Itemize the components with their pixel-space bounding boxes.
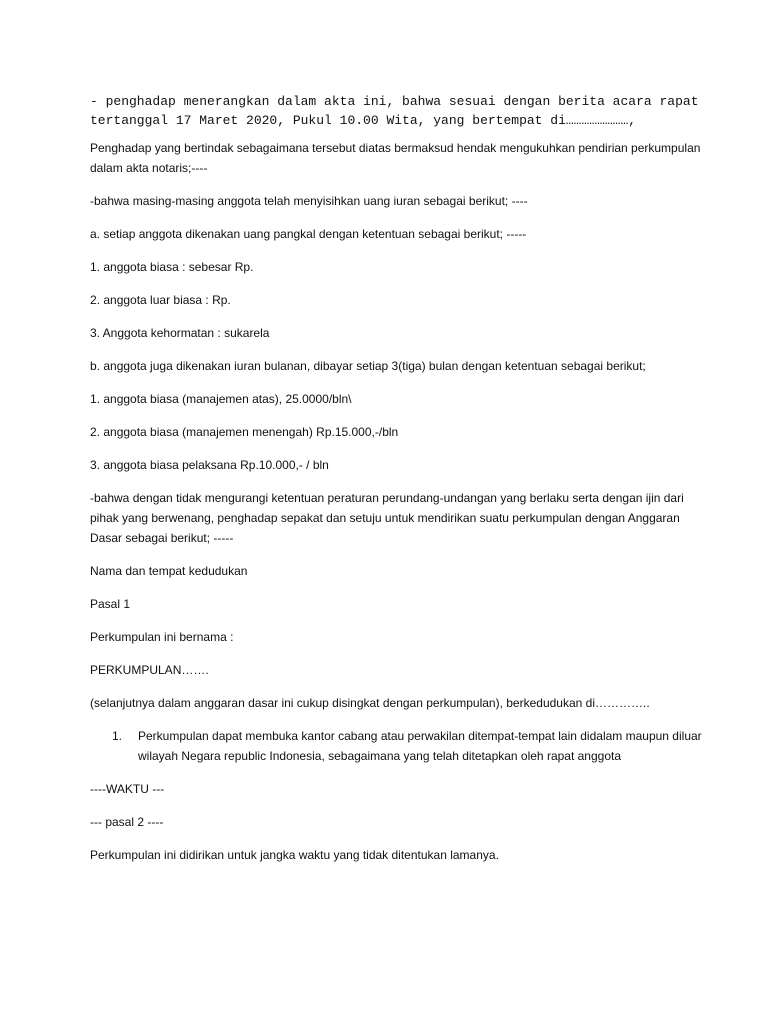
- list-item-text: Perkumpulan dapat membuka kantor cabang atau perwakilan ditempat-tempat lain didalam maupun diluar wilayah Negara republic Indonesia, sebagaimana yang telah ditetapkan oleh rapat anggota: [138, 729, 702, 763]
- paragraph-jangka-waktu: Perkumpulan ini didirikan untuk jangka waktu yang tidak ditentukan lamanya.: [90, 848, 499, 862]
- paragraph-bernama: Perkumpulan ini bernama :: [90, 630, 234, 644]
- paragraph-iuran-intro: -bahwa masing-masing anggota telah menyisihkan uang iuran sebagai berikut; ----: [90, 194, 528, 208]
- mono-intro-paragraph: - penghadap menerangkan dalam akta ini, bahwa sesuai dengan berita acara rapat tertanggal 17 Maret 2020, Pukul 10.00 Wita, yang bertempat di……………………,: [90, 94, 707, 128]
- paragraph-kedudukan: (selanjutnya dalam anggaran dasar ini cukup disingkat dengan perkumpulan), berkedudukan di…………..: [90, 696, 650, 710]
- pasal-2-heading: --- pasal 2 ----: [90, 815, 164, 829]
- numbered-list: [90, 726, 708, 766]
- list-item-number: 1.: [112, 729, 123, 743]
- paragraph-iuran-menengah: 2. anggota biasa (manajemen menengah) Rp.15.000,-/bln: [90, 425, 399, 439]
- paragraph-anggaran-dasar: -bahwa dengan tidak mengurangi ketentuan peraturan perundang-undangan yang berlaku serta dengan ijin dari pihak yang berwenang, penghadap sepakat dan setuju untuk mendirikan suatu perkumpulan dengan Anggaran Dasar sebagai berikut; -----: [90, 491, 684, 545]
- paragraph-iuran-bulanan: b. anggota juga dikenakan iuran bulanan, dibayar setiap 3(tiga) bulan dengan ketentuan sebagai berikut;: [90, 359, 646, 373]
- paragraph-pangkal-kehormatan: 3. Anggota kehormatan : sukarela: [90, 326, 270, 340]
- paragraph-perkumpulan-name: PERKUMPULAN…….: [90, 663, 209, 677]
- section-heading-waktu: ----WAKTU ---: [90, 782, 165, 796]
- paragraph-iuran-atas: 1. anggota biasa (manajemen atas), 25.0000/bln\: [90, 392, 352, 406]
- paragraph-pangkal-biasa: 1. anggota biasa : sebesar Rp.: [90, 260, 254, 274]
- paragraph-pangkal-luar-biasa: 2. anggota luar biasa : Rp.: [90, 293, 231, 307]
- pasal-1-heading: Pasal 1: [90, 597, 131, 611]
- paragraph-purpose: Penghadap yang bertindak sebagaimana tersebut diatas bermaksud hendak mengukuhkan pendirian perkumpulan dalam akta notaris;----: [90, 141, 701, 175]
- paragraph-iuran-pelaksana: 3. anggota biasa pelaksana Rp.10.000,- / bln: [90, 458, 329, 472]
- paragraph-uang-pangkal: a. setiap anggota dikenakan uang pangkal dengan ketentuan sebagai berikut; -----: [90, 227, 527, 241]
- list-item: [90, 726, 708, 766]
- section-heading-nama: Nama dan tempat kedudukan: [90, 564, 248, 578]
